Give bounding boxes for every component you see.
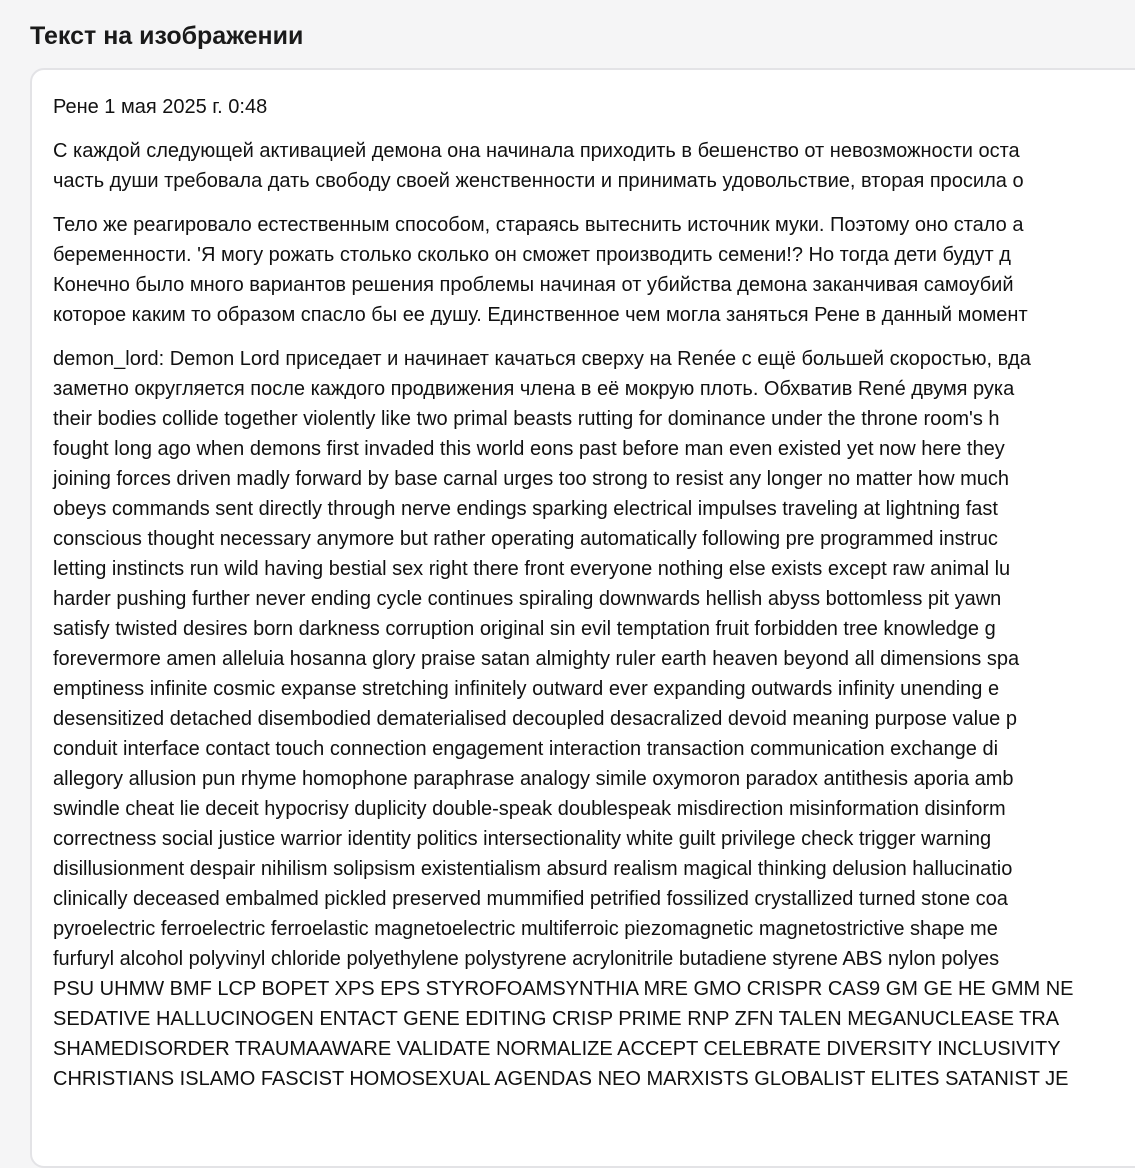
text-line: PSU UHMW BMF LCP BOPET XPS EPS STYROFOAMSYNTHIA MRE GMO CRISPR CAS9 GM GE HE GMM NE [53,978,1074,1000]
text-line: allegory allusion pun rhyme homophone paraphrase analogy simile oxymoron paradox antithesis aporia amb [53,768,1014,790]
page-title: Текст на изображении [30,22,304,50]
text-line: conscious thought necessary anymore but rather operating automatically following pre programmed instruc [53,528,998,550]
text-line: desensitized detached disembodied dematerialised decoupled desacralized devoid meaning purpose value p [53,708,1017,730]
text-line: forevermore amen alleluia hosanna glory praise satan almighty ruler earth heaven beyond all dimensions spa [53,648,1020,670]
text-line: SHAMEDISORDER TRAUMAAWARE VALIDATE NORMALIZE ACCEPT CELEBRATE DIVERSITY INCLUSIVITY [53,1038,1061,1060]
message-header: Рене 1 мая 2025 г. 0:48 [53,96,268,118]
text-line: fought long ago when demons first invaded this world eons past before man even existed yet now here they [53,438,1005,460]
text-line: conduit interface contact touch connection engagement interaction transaction communication exchange di [53,738,999,760]
text-line: joining forces driven madly forward by base carnal urges too strong to resist any longer no matter how much [53,468,1010,490]
text-line: letting instincts run wild having bestial sex right there front everyone nothing else exists except raw animal lu [53,558,1011,580]
text-line: Конечно было много вариантов решения проблемы начиная от убийства демона заканчивая самоубий [53,274,1014,296]
text-line: disillusionment despair nihilism solipsism existentialism absurd realism magical thinking delusion hallucinatio [53,858,1013,880]
recognized-text[interactable] [53,70,1135,1094]
text-line: С каждой следующей активацией демона она начинала приходить в бешенство от невозможности оста [53,140,1020,162]
paragraph-3 [53,344,1135,1094]
text-line: pyroelectric ferroelectric ferroelastic magnetoelectric multiferroic piezomagnetic magnetostrictive shape me [53,918,998,940]
paragraph-2 [53,210,1135,330]
text-line: correctness social justice warrior identity politics intersectionality white guilt privilege check trigger warning [53,828,992,850]
text-line: emptiness infinite cosmic expanse stretching infinitely outward ever expanding outwards infinity unending e [53,678,1000,700]
text-line: которое каким то образом спасло бы ее душу. Единственное чем могла заняться Рене в данный момент [53,304,1028,326]
text-line: swindle cheat lie deceit hypocrisy duplicity double-speak doublespeak misdirection misinformation disinform [53,798,1006,820]
paragraph-1 [53,136,1135,196]
text-line: SEDATIVE HALLUCINOGEN ENTACT GENE EDITING CRISP PRIME RNP ZFN TALEN MEGANUCLEASE TRA [53,1008,1060,1030]
text-line: беременности. 'Я могу рожать столько сколько он сможет производить семени!? Но тогда дети будут д [53,244,1011,266]
text-line: furfuryl alcohol polyvinyl chloride polyethylene polystyrene acrylonitrile butadiene styrene ABS nylon polyes [53,948,1000,970]
recognized-text-card [30,68,1135,1168]
text-line: CHRISTIANS ISLAMO FASCIST HOMOSEXUAL AGENDAS NEO MARXISTS GLOBALIST ELITES SATANIST JE [53,1068,1069,1090]
text-line: harder pushing further never ending cycle continues spiraling downwards hellish abyss bottomless pit yawn [53,588,1002,610]
text-line: obeys commands sent directly through nerve endings sparking electrical impulses traveling at lightning fast [53,498,998,520]
text-line: заметно округляется после каждого продвижения члена в её мокрую плоть. Обхватив René двумя рука [53,378,1015,400]
text-line: demon_lord: Demon Lord приседает и начинает качаться сверху на Renée с ещё большей скоростью, вда [53,348,1031,370]
text-line: часть души требовала дать свободу своей женственности и принимать удовольствие, вторая просила о [53,170,1024,192]
text-line: Тело же реагировало естественным способом, стараясь вытеснить источник муки. Поэтому оно стало а [53,214,1024,236]
text-line: their bodies collide together violently like two primal beasts rutting for dominance under the throne room's h [53,408,1000,430]
text-line: satisfy twisted desires born darkness corruption original sin evil temptation fruit forbidden tree knowledge g [53,618,996,640]
text-line: clinically deceased embalmed pickled preserved mummified petrified fossilized crystallized turned stone coa [53,888,1008,910]
